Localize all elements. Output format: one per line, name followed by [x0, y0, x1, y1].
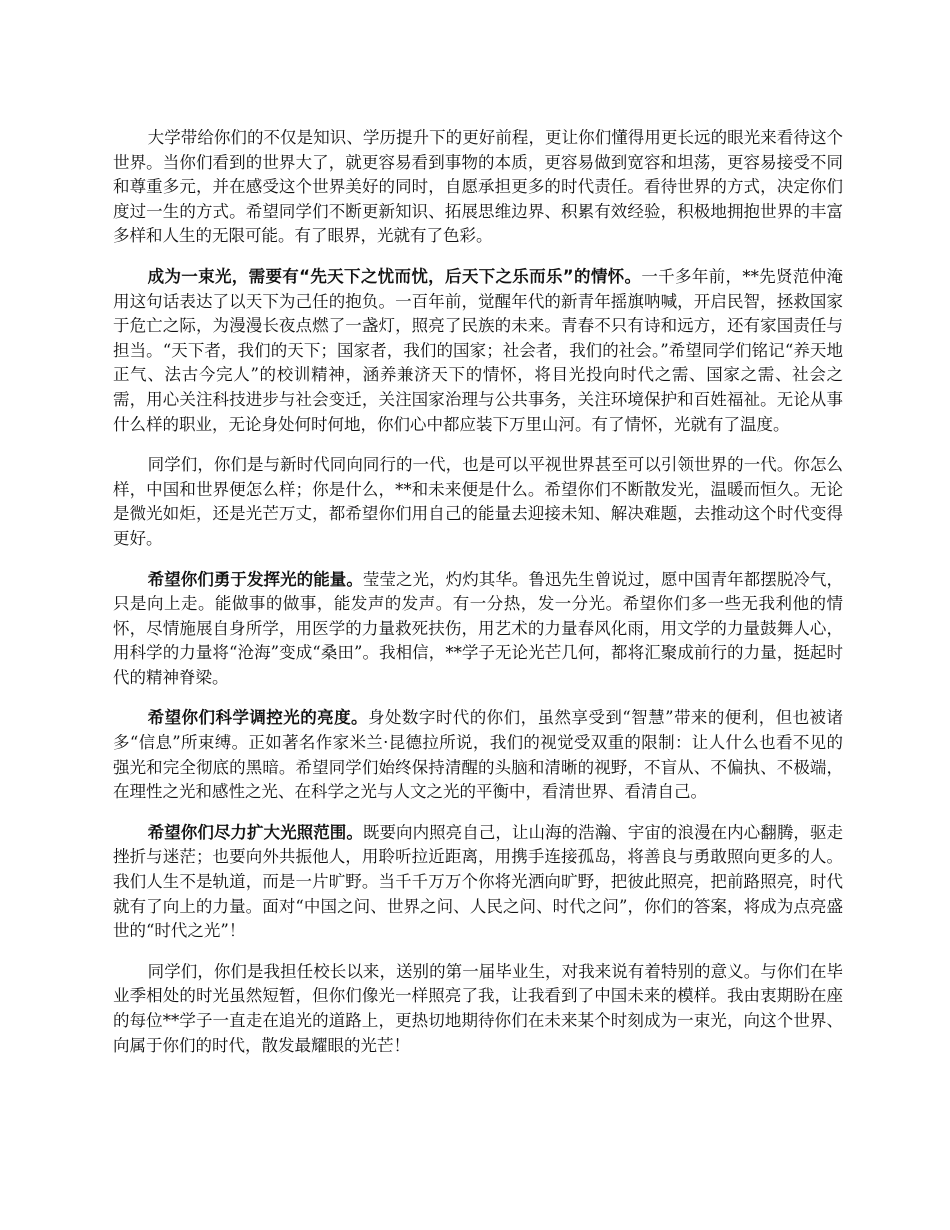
paragraph-2-lead: 成为一束光，需要有“先天下之忧而忧，后天下之乐而乐”的情怀。 [147, 266, 642, 286]
paragraph-1 [113, 126, 843, 249]
paragraph-5-text: 身处数字时代的你们，虽然享受到“智慧”带来的便利，但也被诸多“信息”所束缚。正如著名作家米兰·昆德拉所说，我们的视觉受双重的限制：让人什么也看不见的强光和完全彻底的黑暗。希望同学们始终保持清醒的头脑和清晰的视野，不盲从、不偏执、不极端，在理性之光和感性之光、在科学之光与人文之光的平衡中，看清世界、看清自己。 [113, 708, 844, 802]
paragraph-4 [113, 568, 843, 691]
paragraph-2-text: 一千多年前，**先贤范仲淹用这句话表达了以天下为己任的抱负。一百年前，觉醒年代的新青年摇旗呐喊，开启民智，拯救国家于危亡之际，为漫漫长夜点燃了一盏灯，照亮了民族的未来。青春不只有诗和远方，还有家国责任与担当。“天下者，我们的天下；国家者，我们的国家；社会者，我们的社会。”希望同学们铭记“养天地正气、法古今完人”的校训精神，涵养兼济天下的情怀，将目光投向时代之需、国家之需、社会之需，用心关注科技进步与社会变迁，关注国家治理与公共事务，关注环境保护和百姓福祉。无论从事什么样的职业，无论身处何时何地，你们心中都应装下万里山河。有了情怀，光就有了温度。 [113, 266, 843, 434]
paragraph-4-text: 莹莹之光，灼灼其华。鲁迅先生曾说过，愿中国青年都摆脱冷气，只是向上走。能做事的做事，能发声的发声。有一分热，发一分光。希望你们多一些无我利他的情怀，尽情施展自身所学，用医学的力量救死扶伤，用艺术的力量春风化雨，用文学的力量鼓舞人心，用科学的力量将“沧海”变成“桑田”。我相信，**学子无论光芒几何，都将汇聚成前行的力量，挺起时代的精神脊梁。 [113, 569, 844, 687]
paragraph-5-lead: 希望你们科学调控光的亮度。 [147, 708, 369, 728]
paragraph-7-text: 同学们，你们是我担任校长以来，送别的第一届毕业生，对我来说有着特别的意义。与你们在毕业季相处的时光虽然短暂，但你们像光一样照亮了我，让我看到了中国未来的模样。我由衷期盼在座的每位**学子一直走在追光的道路上，更热切地期待你们在未来某个时刻成为一束光，向这个世界、向属于你们的时代，散发最耀眼的光芒！ [113, 961, 843, 1055]
paragraph-4-lead: 希望你们勇于发挥光的能量。 [147, 569, 363, 589]
paragraph-5 [113, 706, 843, 804]
paragraph-2 [113, 265, 843, 437]
document-body [113, 126, 843, 1074]
paragraph-6 [113, 821, 843, 944]
paragraph-3 [113, 453, 843, 551]
paragraph-7 [113, 960, 843, 1058]
paragraph-3-text: 同学们，你们是与新时代同向同行的一代，也是可以平视世界甚至可以引领世界的一代。你怎么样，中国和世界便怎么样；你是什么，**和未来便是什么。希望你们不断散发光，温暖而恒久。无论是微光如炬，还是光芒万丈，都希望你们用自己的能量去迎接未知、解决难题，去推动这个时代变得更好。 [113, 455, 843, 548]
paragraph-6-text: 既要向内照亮自己，让山海的浩瀚、宇宙的浪漫在内心翻腾，驱走挫折与迷茫；也要向外共振他人，用聆听拉近距离，用携手连接孤岛，将善良与勇敢照向更多的人。我们人生不是轨道，而是一片旷野。当千千万万个你将光洒向旷野，把彼此照亮，把前路照亮，时代就有了向上的力量。面对“中国之问、世界之问、人民之问、时代之问”，你们的答案，将成为点亮盛世的“时代之光”！ [113, 822, 844, 941]
paragraph-6-lead: 希望你们尽力扩大光照范围。 [147, 822, 363, 842]
paragraph-1-text: 大学带给你们的不仅是知识、学历提升下的更好前程，更让你们懂得用更长远的眼光来看待这个世界。当你们看到的世界大了，就更容易看到事物的本质，更容易做到宽容和坦荡，更容易接受不同和尊重多元，并在感受这个世界美好的同时，自愿承担更多的时代责任。看待世界的方式，决定你们度过一生的方式。希望同学们不断更新知识、拓展思维边界、积累有效经验，积极地拥抱世界的丰富多样和人生的无限可能。有了眼界，光就有了色彩。 [113, 128, 843, 246]
